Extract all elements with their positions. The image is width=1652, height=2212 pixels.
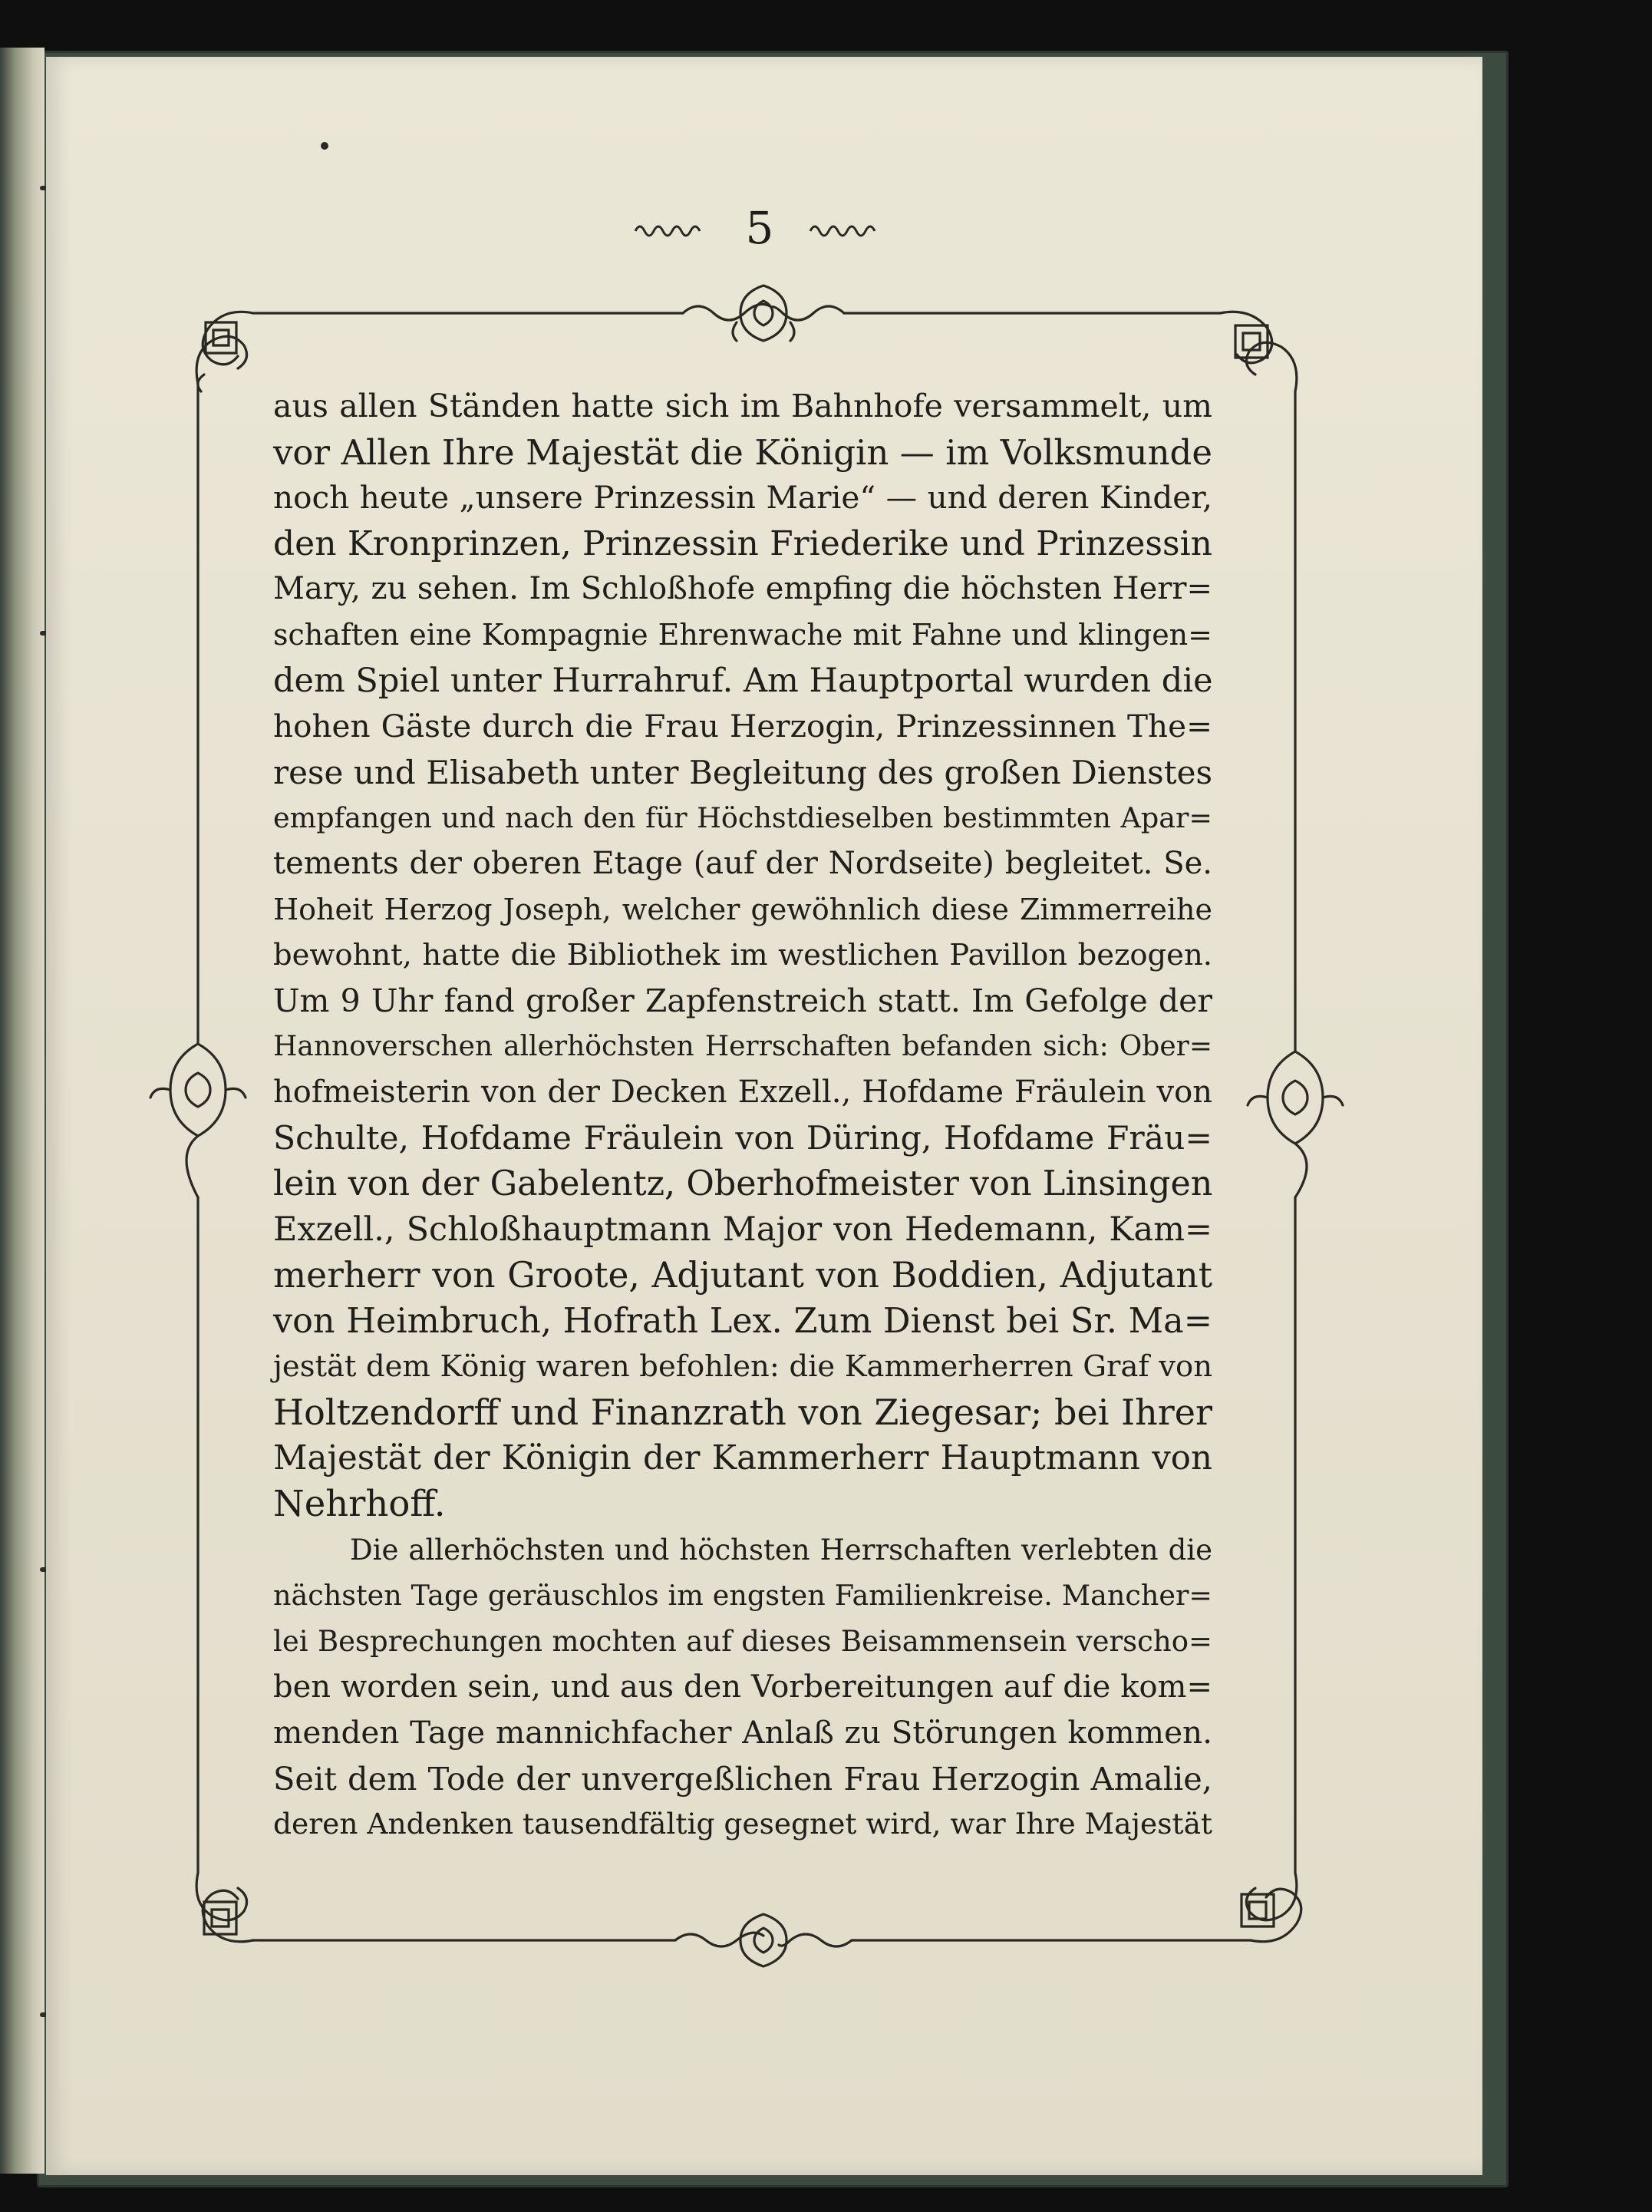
text-line: dem Spiel unter Hurrahruf. Am Hauptportal wurden die xyxy=(273,661,1213,700)
text-line: von Heimbruch, Hofrath Lex. Zum Dienst bei Sr. Ma= xyxy=(273,1301,1212,1341)
text-line: Nehrhoff. xyxy=(273,1483,446,1525)
text-line: vor Allen Ihre Majestät die Königin — im Volksmunde xyxy=(273,431,1212,473)
body-text xyxy=(273,384,1212,1847)
corner-ornament-bottom-right xyxy=(1241,1873,1301,1942)
text-line: empfangen und nach den für Höchstdieselben bestimmten Apar= xyxy=(273,801,1212,835)
paragraph-1 xyxy=(273,384,1212,1527)
text-line: hohen Gäste durch die Frau Herzogin, Prinzessinnen The= xyxy=(273,708,1212,745)
text-line: ben worden sein, und aus den Vorbereitungen auf die kom= xyxy=(273,1669,1212,1705)
text-line: menden Tage mannichfacher Anlaß zu Störungen kommen. xyxy=(273,1714,1212,1751)
corner-ornament-top-right xyxy=(1220,312,1297,391)
top-center-ornament xyxy=(683,286,844,341)
text-line: tements der oberen Etage (auf der Nordseite) begleitet. Se. xyxy=(273,845,1212,881)
left-middle-ornament xyxy=(150,1044,246,1197)
text-line: Um 9 Uhr fand großer Zapfenstreich statt. Im Gefolge der xyxy=(273,982,1212,1019)
right-middle-ornament xyxy=(1248,1052,1343,1197)
text-line: den Kronprinzen, Prinzessin Friederike und Prinzessin xyxy=(273,523,1212,563)
text-line: Seit dem Tode der unvergeßlichen Frau Herzogin Amalie, xyxy=(273,1759,1212,1798)
left-flourish xyxy=(634,219,711,237)
text-line: aus allen Ständen hatte sich im Bahnhofe versammelt, um xyxy=(273,388,1212,424)
page-number: 5 xyxy=(745,202,774,254)
text-line: Schulte, Hofdame Fräulein von Düring, Hofdame Fräu= xyxy=(273,1119,1212,1157)
text-line: Exzell., Schloßhauptmann Major von Hedemann, Kam= xyxy=(273,1210,1212,1249)
corner-ornament-top-left xyxy=(196,312,253,391)
text-line: hofmeisterin von der Decken Exzell., Hofdame Fräulein von xyxy=(273,1074,1212,1110)
text-line: lein von der Gabelentz, Oberhofmeister von Linsingen xyxy=(273,1164,1213,1204)
text-line: nächsten Tage geräuschlos im engsten Familienkreise. Mancher= xyxy=(273,1579,1212,1613)
text-line: bewohnt, hatte die Bibliothek im westlichen Pavillon bezogen. xyxy=(273,938,1212,973)
right-flourish xyxy=(809,219,885,237)
text-line: Hoheit Herzog Joseph, welcher gewöhnlich diese Zimmerreihe xyxy=(273,892,1212,926)
text-line: Hannoverschen allerhöchsten Herrschaften befanden sich: Ober= xyxy=(273,1031,1212,1063)
text-line: Die allerhöchsten und höchsten Herrschaften verlebten die xyxy=(350,1533,1212,1567)
text-line: rese und Elisabeth unter Begleitung des großen Dienstes xyxy=(273,753,1212,791)
text-line: noch heute „unsere Prinzessin Marie“ — und deren Kinder, xyxy=(273,479,1212,517)
text-line: Holtzendorff und Finanzrath von Ziegesar; bei Ihrer xyxy=(273,1392,1212,1434)
text-line: schaften eine Kompagnie Ehrenwache mit Fahne und klingen= xyxy=(273,617,1212,652)
text-line: Mary, zu sehen. Im Schloßhofe empfing die höchsten Herr= xyxy=(273,571,1212,607)
corner-ornament-bottom-left xyxy=(196,1873,253,1942)
text-line: Majestät der Königin der Kammerherr Hauptmann von xyxy=(273,1438,1212,1477)
bottom-center-ornament xyxy=(675,1914,852,1966)
text-line: jestät dem König waren befohlen: die Kammerherren Graf von xyxy=(273,1349,1212,1385)
text-line: merherr von Groote, Adjutant von Boddien, Adjutant xyxy=(273,1255,1212,1296)
text-line: lei Besprechungen mochten auf dieses Beisammensein verscho= xyxy=(273,1625,1212,1659)
paragraph-2 xyxy=(273,1527,1212,1847)
ink-speck xyxy=(321,142,328,150)
running-head xyxy=(598,201,921,255)
text-line: deren Andenken tausendfältig gesegnet wird, war Ihre Majestät xyxy=(273,1807,1212,1841)
